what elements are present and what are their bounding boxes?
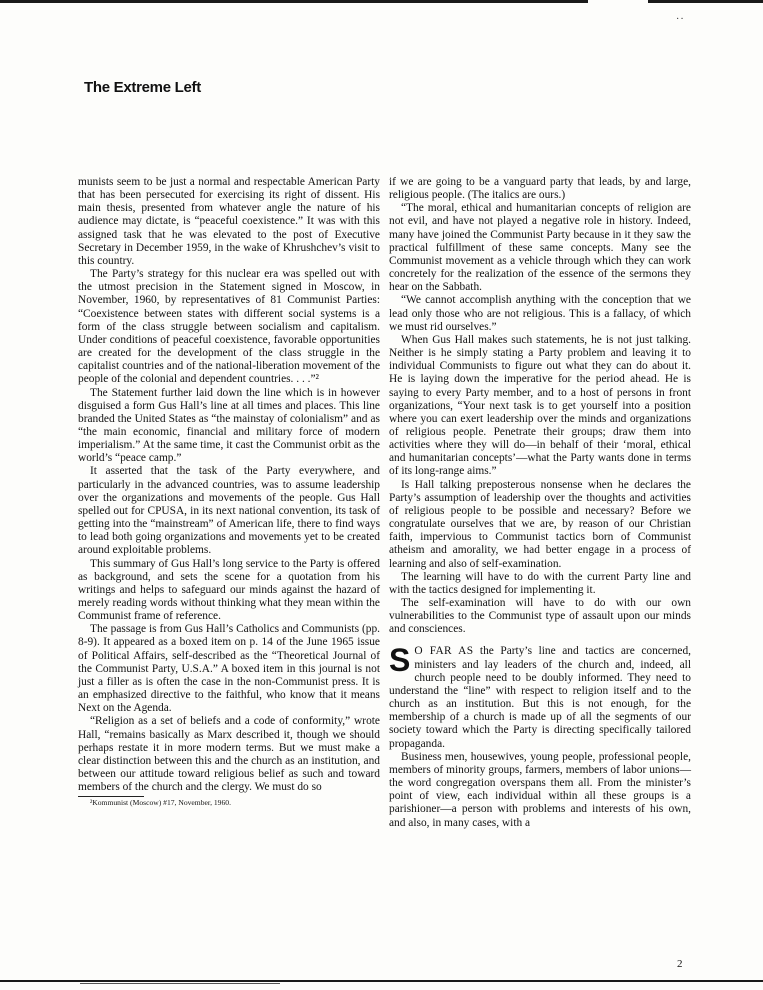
top-rule-gap [588,0,648,3]
left-paragraph-6: The passage is from Gus Hall’s Catholics and Communists (pp. 8-9). It appeared as a boxed item on p. 14 of the June 1965 issue of Political Affairs, self-described as the “Theoretical Journal of the Communist Party, U.S.A.” A boxed item in this journal is not just a filler as is often the case in the non-Communist press. It is an emphasized directive to the faithful, who know that it means Next on the Agenda. [78,623,380,715]
left-paragraph-3: The Statement further laid down the line which is in however disguised a form Gus Hall’s line at all times and places. This line branded the United States as “the mainstay of colonialism” and as “the main economic, financial and military force of modern imperialism.” At the same time, it cast the Communist orbit as the world’s “peace camp.” [78,386,380,465]
dropcap-letter: S [389,642,411,679]
right-paragraph-2: “The moral, ethical and humanitarian concepts of religion are not evil, and have not played a negative role in history. Indeed, many have joined the Communist Party because in it they saw the practical fulfillment of these same concepts. Many see the Communist movement as a vehicle through which they can work concretely for the realization of the essence of the sermons they hear on the Sabbath. [389,202,691,294]
right-column [389,176,691,830]
right-paragraph-7: The self-examination will have to do with our own vulnerabilities to the Communist type of assault upon our minds and consciences. [389,597,691,636]
right-paragraph-5: Is Hall talking preposterous nonsense when he declares the Party’s assumption of leadership over the thoughts and activities of religious people to be possible and necessary? Before we congratulate ourselves that we are, by reason of our Christian faith, impervious to Communist tactics born of Communist atheism and amorality, we had better engage in a process of learning and also of self-examination. [389,478,691,570]
left-paragraph-2: The Party’s strategy for this nuclear era was spelled out with the utmost precision in the Statement signed in Moscow, in November, 1960, by representatives of 81 Communist Parties: “Coexistence between states with different social systems is a form of the class struggle between socialism and capitalism. Under conditions of peaceful coexistence, favorable opportunities are created for the development of the class struggle in the capitalist countries and of the national-liberation movement of the people of the colonial and dependent countries. . . .”² [78,268,380,386]
bottom-rule [0,980,763,982]
right-paragraph-4: When Gus Hall makes such statements, he is not just talking. Neither is he simply stating a Party problem and leaving it to individual Communists to figure out what they can do about it. He is laying down the imperative for the period ahead. He is saying to every Party member, and to a host of persons in front organizations, “Your next task is to get yourself into a position where you can exert leadership over the minds and organizations of religious people. Penetrate their groups; draw them into activities where they will do—in behalf of their ‘moral, ethical and humanitarian concepts’—what the Party wants done in terms of its long-range aims.” [389,333,691,478]
section-title: The Extreme Left [84,79,201,96]
footnote-rule [78,796,144,797]
left-paragraph-1: munists seem to be just a normal and respectable American Party that has been persecuted for exercising its right of dissent. His main thesis, presented from whatever angle the nature of his audience may dictate, is “peaceful coexistence.” It was with this assigned task that he was elevated to the post of Executive Secretary in December 1959, in the wake of Khrushchev’s visit to this country. [78,176,380,267]
lead-in-caps: O FAR AS [414,645,474,658]
page-number: 2 [677,958,683,970]
footnote: ²Kommunist (Moscow) #17, November, 1960. [90,798,231,808]
right-paragraph-1: if we are going to be a vanguard party that leads, by and large, religious people. (The italics are ours.) [389,176,691,202]
section-opening-text: the Party’s line and tactics are concerned, ministers and lay leaders of the church and, indeed, all church people need to be doubly informed. They need to understand the “line” with respect to religion itself and to the church as an institution. But this is not enough, for the membership of a church is made up of all the segments of our society toward which the Party is directing specifically tailored propaganda. [389,645,691,750]
right-paragraph-6: The learning will have to do with the current Party line and with the tactics designed for implementing it. [389,570,691,596]
left-paragraph-5: This summary of Gus Hall’s long service to the Party is offered as background, and sets the scene for a quotation from his writings and helps to safeguard our minds against the hazard of merely reading words without thinking what they mean within the Communist frame of reference. [78,557,380,623]
left-paragraph-4: It asserted that the task of the Party everywhere, and particularly in the advanced countries, was to assume leadership over the organizations and movements of the people. Gus Hall spelled out for CPUSA, in its next national convention, its task of getting into the “mainstream” of American life, there to find ways to lead both going organizations and movements yet to be created around exploitable problems. [78,465,380,557]
right-paragraph-3: “We cannot accomplish anything with the conception that we lead only those who are not religious. This is a fallacy, of which we must rid ourselves.” [389,294,691,333]
left-paragraph-7: “Religion as a set of beliefs and a code of conformity,” wrote Hall, “remains basically as Marx described it, though we should perhaps restate it in more modern terms. But we must make a clear distinction between this and the church as an institution, and between our attitude toward religious belief as such and toward members of the church and the clergy. We must do so [78,715,380,794]
left-column [78,176,380,807]
top-rule [0,0,763,3]
bottom-rule-secondary [80,983,280,984]
right-paragraph-final: Business men, housewives, young people, professional people, members of minority groups, farmers, members of labor unions—the word congregation overspans them all. From the minister’s point of view, each individual within all these groups is a parishioner—a person with problems and interests of his own, and also, in many cases, with a [389,750,691,829]
section-opening-paragraph [389,642,691,750]
corner-dots: ·· [676,14,685,25]
